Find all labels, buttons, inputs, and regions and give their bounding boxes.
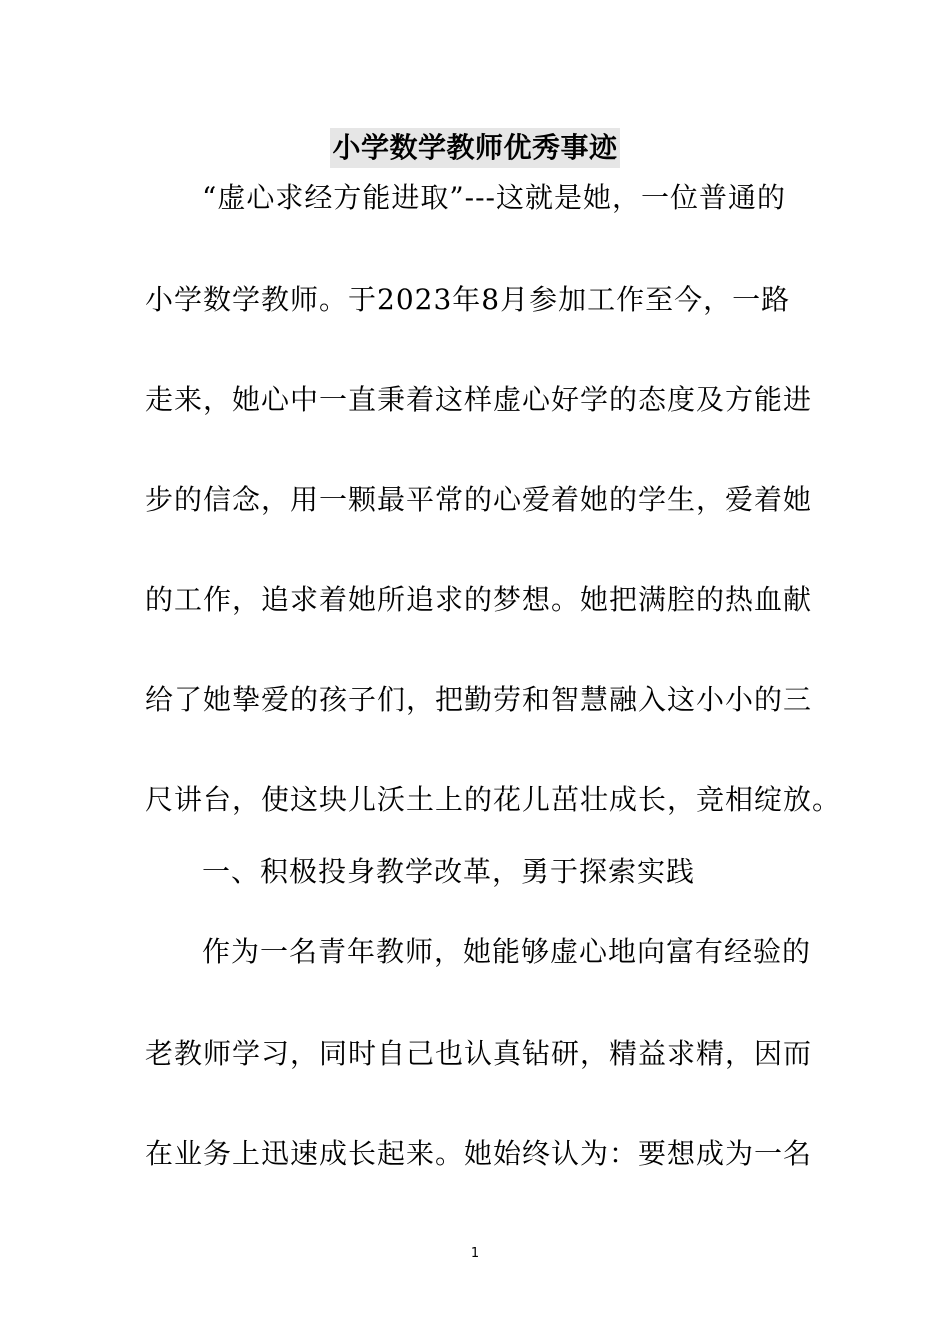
paragraph-line: 给了她挚爱的孩子们，把勤劳和智慧融入这小小的三	[145, 683, 813, 716]
paragraph-line: 老教师学习，同时自己也认真钻研，精益求精，因而	[145, 1037, 813, 1070]
paragraph-line: 作为一名青年教师，她能够虚心地向富有经验的	[202, 935, 812, 968]
paragraph-line: 尺讲台，使这块儿沃土上的花儿茁壮成长，竞相绽放。	[145, 783, 842, 816]
paragraph-line: 的工作，追求着她所追求的梦想。她把满腔的热血献	[145, 583, 813, 616]
paragraph-line: “虚心求经方能进取”---这就是她，一位普通的	[202, 181, 787, 214]
page-number: 1	[470, 1246, 480, 1261]
paragraph-line: 在业务上迅速成长起来。她始终认为：要想成为一名	[145, 1137, 813, 1170]
document-title: 小学数学教师优秀事迹	[330, 128, 619, 168]
paragraph-line: 步的信念，用一颗最平常的心爱着她的学生，爱着她	[145, 483, 813, 516]
paragraph-line: 走来，她心中一直秉着这样虚心好学的态度及方能进	[145, 383, 813, 416]
paragraph-line: 小学数学教师。于2023年8月参加工作至今，一路	[145, 283, 791, 316]
section-heading: 一、积极投身教学改革，勇于探索实践	[202, 855, 696, 888]
title-container	[0, 128, 950, 168]
